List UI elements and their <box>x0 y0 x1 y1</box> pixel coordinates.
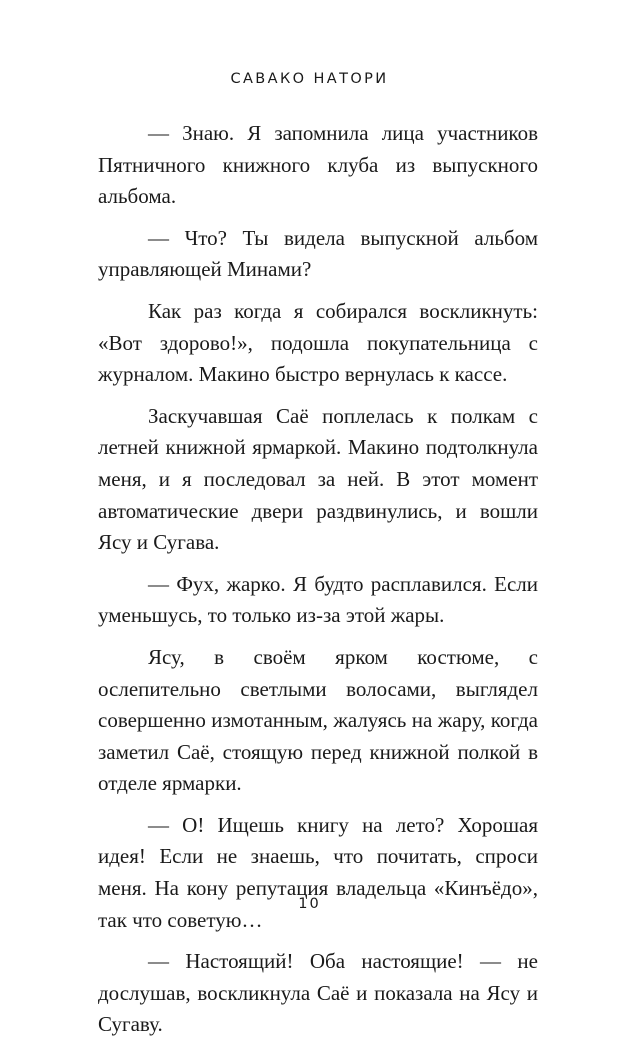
paragraph: — Что? Ты видела выпускной альбом управляющей Минами? <box>98 225 538 282</box>
paragraph: — Фух, жарко. Я будто расплавился. Если уменьшусь, то только из-за этой жары. <box>98 571 538 628</box>
paragraph: Ясу, в своём ярком костюме, с ослепительно светлыми волосами, выглядел совершенно измотанным, жалуясь на жару, когда заметил Саё, стоящую перед книжной полкой в отделе ярмарки. <box>98 644 538 796</box>
paragraph: — Настоящий! Оба настоящие! — не дослушав, воскликнула Саё и показала на Ясу и Сугаву. <box>98 949 538 1037</box>
running-head: САВАКО НАТОРИ <box>230 71 389 87</box>
paragraph: — О! Ищешь книгу на лето? Хорошая идея! Если не знаешь, что почитать, спроси меня. На кону репутация владельца «Кинъёдо», так что советую… <box>98 812 538 932</box>
paragraph: Заскучавшая Саё поплелась к полкам с летней книжной ярмаркой. Макино подтолкнула меня, и я последовал за ней. В этот момент автоматические двери раздвинулись, и вошли Ясу и Сугава. <box>98 403 538 555</box>
paragraph: — Знаю. Я запомнила лица участников Пятничного книжного клуба из выпускного альбома. <box>98 121 538 209</box>
paragraph: Как раз когда я собирался воскликнуть: «Вот здорово!», подошла покупательница с журналом. Макино быстро вернулась к кассе. <box>98 298 538 387</box>
page-number: 10 <box>298 896 321 912</box>
